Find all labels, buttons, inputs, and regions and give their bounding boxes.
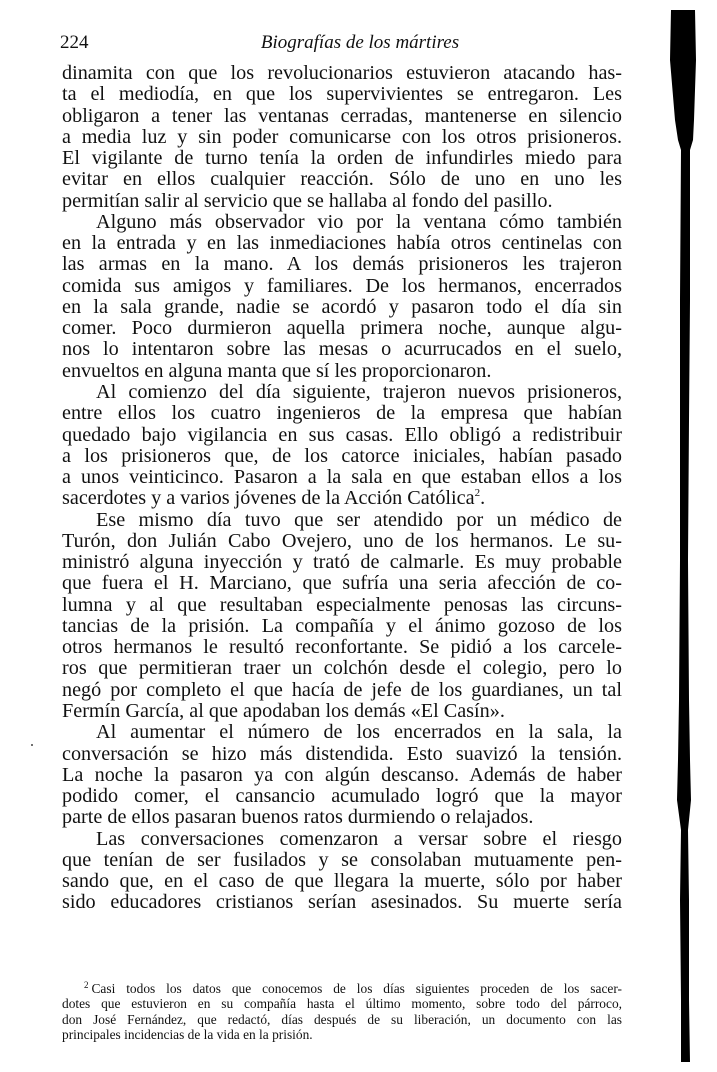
text-line [62,425,622,446]
text-line-content: Al comienzo del día siguiente, trajeron nuevos prisioneros, [96,380,622,403]
text-line [62,807,622,828]
text-line [62,871,622,892]
scan-speck [31,744,33,746]
footnote-line [62,996,622,1011]
text-line [62,276,622,297]
text-line-content: envueltos en alguna manta que sí les proporcionaron. [62,359,492,382]
text-line [62,510,622,531]
text-line [62,552,622,573]
text-line [62,63,622,84]
text-line [62,829,622,850]
text-line-content: Fermín García, al que apodaban los demás «El Casín». [62,699,505,722]
text-line [62,127,622,148]
text-line [62,382,622,403]
text-line [62,212,622,233]
text-line [62,744,622,765]
text-line-content: lumna y al que resultaban especialmente penosas las circuns- [62,593,622,616]
text-line [62,361,622,382]
text-line [62,637,622,658]
text-line-content: a media luz y sin poder comunicarse con los otros prisioneros. [62,125,622,148]
text-line [62,403,622,424]
text-line-content: Al aumentar el número de los encerrados en la sala, la [96,721,622,744]
footnote-reference[interactable]: 2 [474,487,481,500]
text-line [62,573,622,594]
text-line-content: Ese mismo día tuvo que ser atendido por un médico de [96,508,622,531]
text-line-content: conversación se hizo más distendida. Esto suavizó la tensión. [62,742,622,765]
text-line-content: en la sala grande, nadie se acordó y pasaron todo el día sin [62,295,622,318]
text-line-content: ros que permitieran traer un colchón desde el colegio, pero lo [62,657,622,680]
text-line-content: que fuera el H. Marciano, que sufría una seria afección de co- [62,572,622,595]
text-line-content: tancias de la prisión. La compañía y el ánimo gozoso de los [62,614,622,637]
text-line [62,722,622,743]
text-line-content: sido educadores cristianos serían asesinados. Su muerte sería [62,891,622,914]
body-text [62,63,622,914]
running-title: Biografías de los mártires [260,32,460,53]
text-line-content: sando que, en el caso de que llegara la muerte, sólo por haber [62,870,622,893]
text-line-content: a unos veinticinco. Pasaron a la sala en que estaban ellos a los [62,466,622,489]
text-line [62,169,622,190]
text-line-content: parte de ellos pasaran buenos ratos durmiendo o relajados. [62,806,534,829]
text-line-content: entre ellos los cuatro ingenieros de la empresa que habían [62,402,622,425]
text-line-content: las armas en la mano. A los demás prisioneros les trajeron [62,253,622,276]
footnote [62,981,622,1042]
text-line-content: obligaron a tener las ventanas cerradas, mantenerse en silencio [62,104,622,127]
text-line [62,191,622,212]
text-line-content: dinamita con que los revolucionarios estuvieron atacando has- [62,62,622,84]
text-line-content: Alguno más observador vio por la ventana cómo también [96,210,622,233]
text-line-content: La noche la pasaron ya con algún descanso. Además de haber [62,763,622,786]
text-line [62,892,622,913]
text-line [62,106,622,127]
page-number: 224 [60,32,89,53]
text-line-content: El vigilante de turno tenía la orden de infundirles miedo para [62,147,622,170]
text-line-content: ta el mediodía, en que los supervivientes se entregaron. Les [62,83,622,106]
text-line-content: permitían salir al servicio que se hallaba al fondo del pasillo. [62,189,553,212]
punctuation: . [480,487,486,510]
text-line-content: en la entrada y en las inmediaciones había otros centinelas con [62,232,622,255]
text-line-content: comer. Poco durmieron aquella primera noche, aunque algu- [62,317,622,340]
text-line [62,531,622,552]
text-line [62,658,622,679]
scan-edge-bar [670,10,696,1062]
text-line-content: quedado bajo vigilancia en sus casas. Ello obligó a redistribuir [62,423,622,446]
text-line [62,850,622,871]
footnote-line [62,981,622,996]
footnote-line-content: principales incidencias de la vida en la prisión. [62,1026,313,1042]
footnote-line [62,1027,622,1042]
text-line [62,765,622,786]
text-line [62,233,622,254]
text-line [62,148,622,169]
text-line-content: a los prisioneros que, de los catorce iniciales, habían pasado [62,444,622,467]
text-line-content: podido comer, el cansancio acumulado logró que la mayor [62,785,622,808]
text-line [62,616,622,637]
text-line-content: sacerdotes y a varios jóvenes de la Acción Católica [62,487,475,510]
text-line [62,84,622,105]
text-line-content: nos lo intentaron sobre las mesas o acurrucados en el suelo, [62,338,622,361]
footnote-line-content: dotes que estuvieron en su compañía hasta el último momento, sobre todo del párroco, [62,996,622,1012]
text-line [62,595,622,616]
text-line [62,339,622,360]
text-line-content: ministró alguna inyección y trató de calmarle. Es muy probable [62,551,622,574]
text-line [62,467,622,488]
running-head [60,31,642,55]
text-line-content: evitar en ellos cualquier reacción. Sólo de uno en uno les [62,168,622,191]
footnote-line-content: don José Fernández, que redactó, días después de su liberación, un documento con las [62,1011,622,1027]
text-line [62,318,622,339]
footnote-line-content: Casi todos los datos que conocemos de los días siguientes proceden de los sacer- [91,981,622,996]
text-line [62,701,622,722]
text-line [62,446,622,467]
text-line-content: comida sus amigos y familiares. De los hermanos, encerrados [62,274,622,297]
text-line [62,680,622,701]
text-line-content: Las conversaciones comenzaron a versar sobre el riesgo [96,827,622,850]
text-line-content: negó por completo el que hacía de jefe de los guardianes, un tal [62,678,622,701]
text-line [62,297,622,318]
text-line [62,786,622,807]
footnote-mark: 2 [84,980,89,990]
text-line [62,488,622,509]
footnote-line [62,1012,622,1027]
text-line-content: Turón, don Julián Cabo Ovejero, uno de los hermanos. Le su- [62,529,622,552]
text-line-content: que tenían de ser fusilados y se consolaban mutuamente pen- [62,848,622,871]
text-line [62,254,622,275]
text-line-content: otros hermanos le resultó reconfortante. Se pidió a los carcele- [62,636,622,659]
